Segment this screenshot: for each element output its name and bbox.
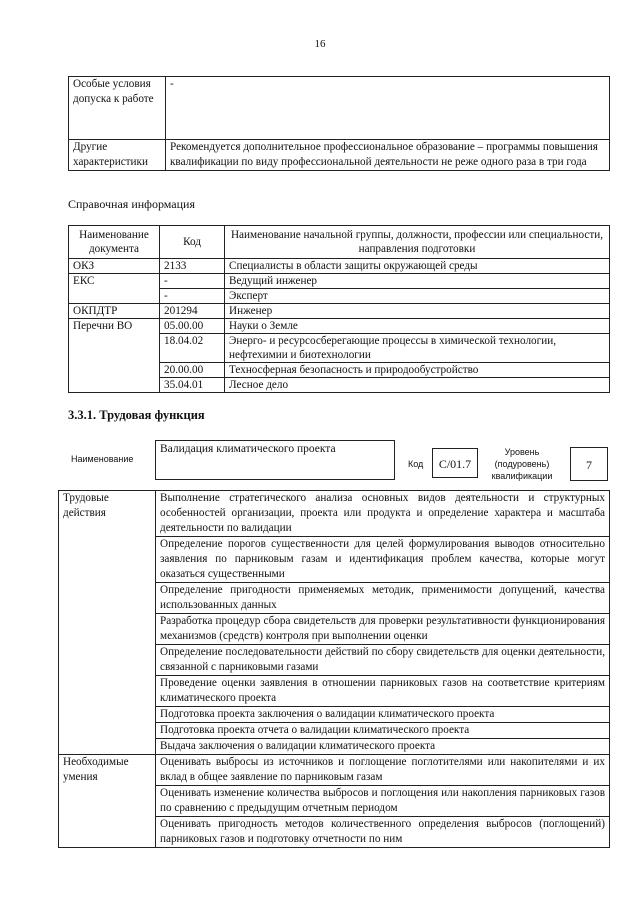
- cell-code: 18.04.02: [160, 334, 225, 363]
- table-row: [69, 259, 610, 274]
- page-number: 16: [314, 38, 326, 50]
- table-row: [69, 304, 610, 319]
- table-cell-value: Рекомендуется дополнительное профессиональное образование – программы повышения квалификации по виду профессиональной деятельности не реже одного раза в три года: [166, 140, 610, 171]
- labor-function-table: [58, 490, 610, 848]
- function-name-label: Наименование: [71, 454, 134, 464]
- skill-item: Оценивать выбросы из источников и поглощение поглотителями или накопителями и их вклад в общее заявление по парниковым газам: [156, 755, 610, 786]
- cell-doc: ОКЗ: [69, 259, 160, 274]
- cell-code: 35.04.01: [160, 378, 225, 393]
- cell-name: Лесное дело: [225, 378, 610, 393]
- cell-code: 201294: [160, 304, 225, 319]
- header-name: Наименование начальной группы, должности, профессии или специальности, направления подготовки: [225, 226, 610, 259]
- reference-title: Справочная информация: [68, 197, 195, 211]
- cell-code: 05.00.00: [160, 319, 225, 334]
- function-name-box: Валидация климатического проекта: [155, 440, 395, 480]
- labor-action-item: Определение последовательности действий по сбору свидетельств для оценки деятельности, связанной с парниковыми газами: [156, 645, 610, 676]
- labor-action-item: Разработка процедур сбора свидетельств для проверки результативности функционирования механизмов (средств) контроля при выполнении оценки: [156, 614, 610, 645]
- table-row: [69, 274, 610, 289]
- table-cell-label: Особые условия допуска к работе: [69, 77, 166, 140]
- labor-actions-label: Трудовые действия: [59, 491, 156, 755]
- table-row: [59, 755, 610, 786]
- cell-code: 2133: [160, 259, 225, 274]
- cell-name: Науки о Земле: [225, 319, 610, 334]
- labor-action-item: Выдача заключения о валидации климатического проекта: [156, 739, 610, 755]
- table-row: [69, 77, 610, 140]
- table-row: [69, 140, 610, 171]
- cell-doc: Перечни ВО: [69, 319, 160, 393]
- conditions-table: [68, 76, 610, 171]
- skills-label: Необходимые умения: [59, 755, 156, 848]
- labor-action-item: Подготовка проекта отчета о валидации климатического проекта: [156, 723, 610, 739]
- cell-name: Специалисты в области защиты окружающей среды: [225, 259, 610, 274]
- qualification-level-box: 7: [570, 447, 608, 481]
- cell-code: -: [160, 289, 225, 304]
- header-code: Код: [160, 226, 225, 259]
- cell-name: Энерго- и ресурсосберегающие процессы в химической технологии, нефтехимии и биотехнологии: [225, 334, 610, 363]
- skill-item: Оценивать пригодность методов количественного определения выбросов (поглощений) парниковых газов и подготовку отчетности по ним: [156, 817, 610, 848]
- cell-doc: ЕКС: [69, 274, 160, 304]
- reference-table: [68, 225, 610, 393]
- table-row: [69, 319, 610, 334]
- cell-name: Инженер: [225, 304, 610, 319]
- cell-name: Техносферная безопасность и природообустройство: [225, 363, 610, 378]
- labor-action-item: Проведение оценки заявления в отношении парниковых газов на соответствие критериям климатического проекта: [156, 676, 610, 707]
- table-cell-label: Другие характеристики: [69, 140, 166, 171]
- table-cell-value: -: [166, 77, 610, 140]
- section-title: 3.3.1. Трудовая функция: [68, 408, 205, 422]
- labor-action-item: Определение пригодности применяемых методик, применимости допущений, качества использованных данных: [156, 583, 610, 614]
- labor-action-item: Определение порогов существенности для целей формулирования выводов относительно заявления по парниковым газам и идентификация проблем качества, которые могут оказаться существенными: [156, 537, 610, 583]
- table-row: [59, 491, 610, 537]
- qualification-level-label: Уровень (подуровень) квалификации: [491, 447, 553, 481]
- labor-action-item: Выполнение стратегического анализа основных видов деятельности и структурных особенностей организации, проекта или продукта и определение характера и масштаба деятельности по валидации: [156, 491, 610, 537]
- cell-doc: ОКПДТР: [69, 304, 160, 319]
- table-header-row: [69, 226, 610, 259]
- cell-code: 20.00.00: [160, 363, 225, 378]
- cell-code: -: [160, 274, 225, 289]
- function-code-label: Код: [408, 459, 424, 469]
- function-code-box: С/01.7: [432, 448, 478, 478]
- cell-name: Эксперт: [225, 289, 610, 304]
- skill-item: Оценивать изменение количества выбросов и поглощения или накопления парниковых газов по сравнению с предыдущим отчетным периодом: [156, 786, 610, 817]
- cell-name: Ведущий инженер: [225, 274, 610, 289]
- header-doc: Наименование документа: [69, 226, 160, 259]
- labor-action-item: Подготовка проекта заключения о валидации климатического проекта: [156, 707, 610, 723]
